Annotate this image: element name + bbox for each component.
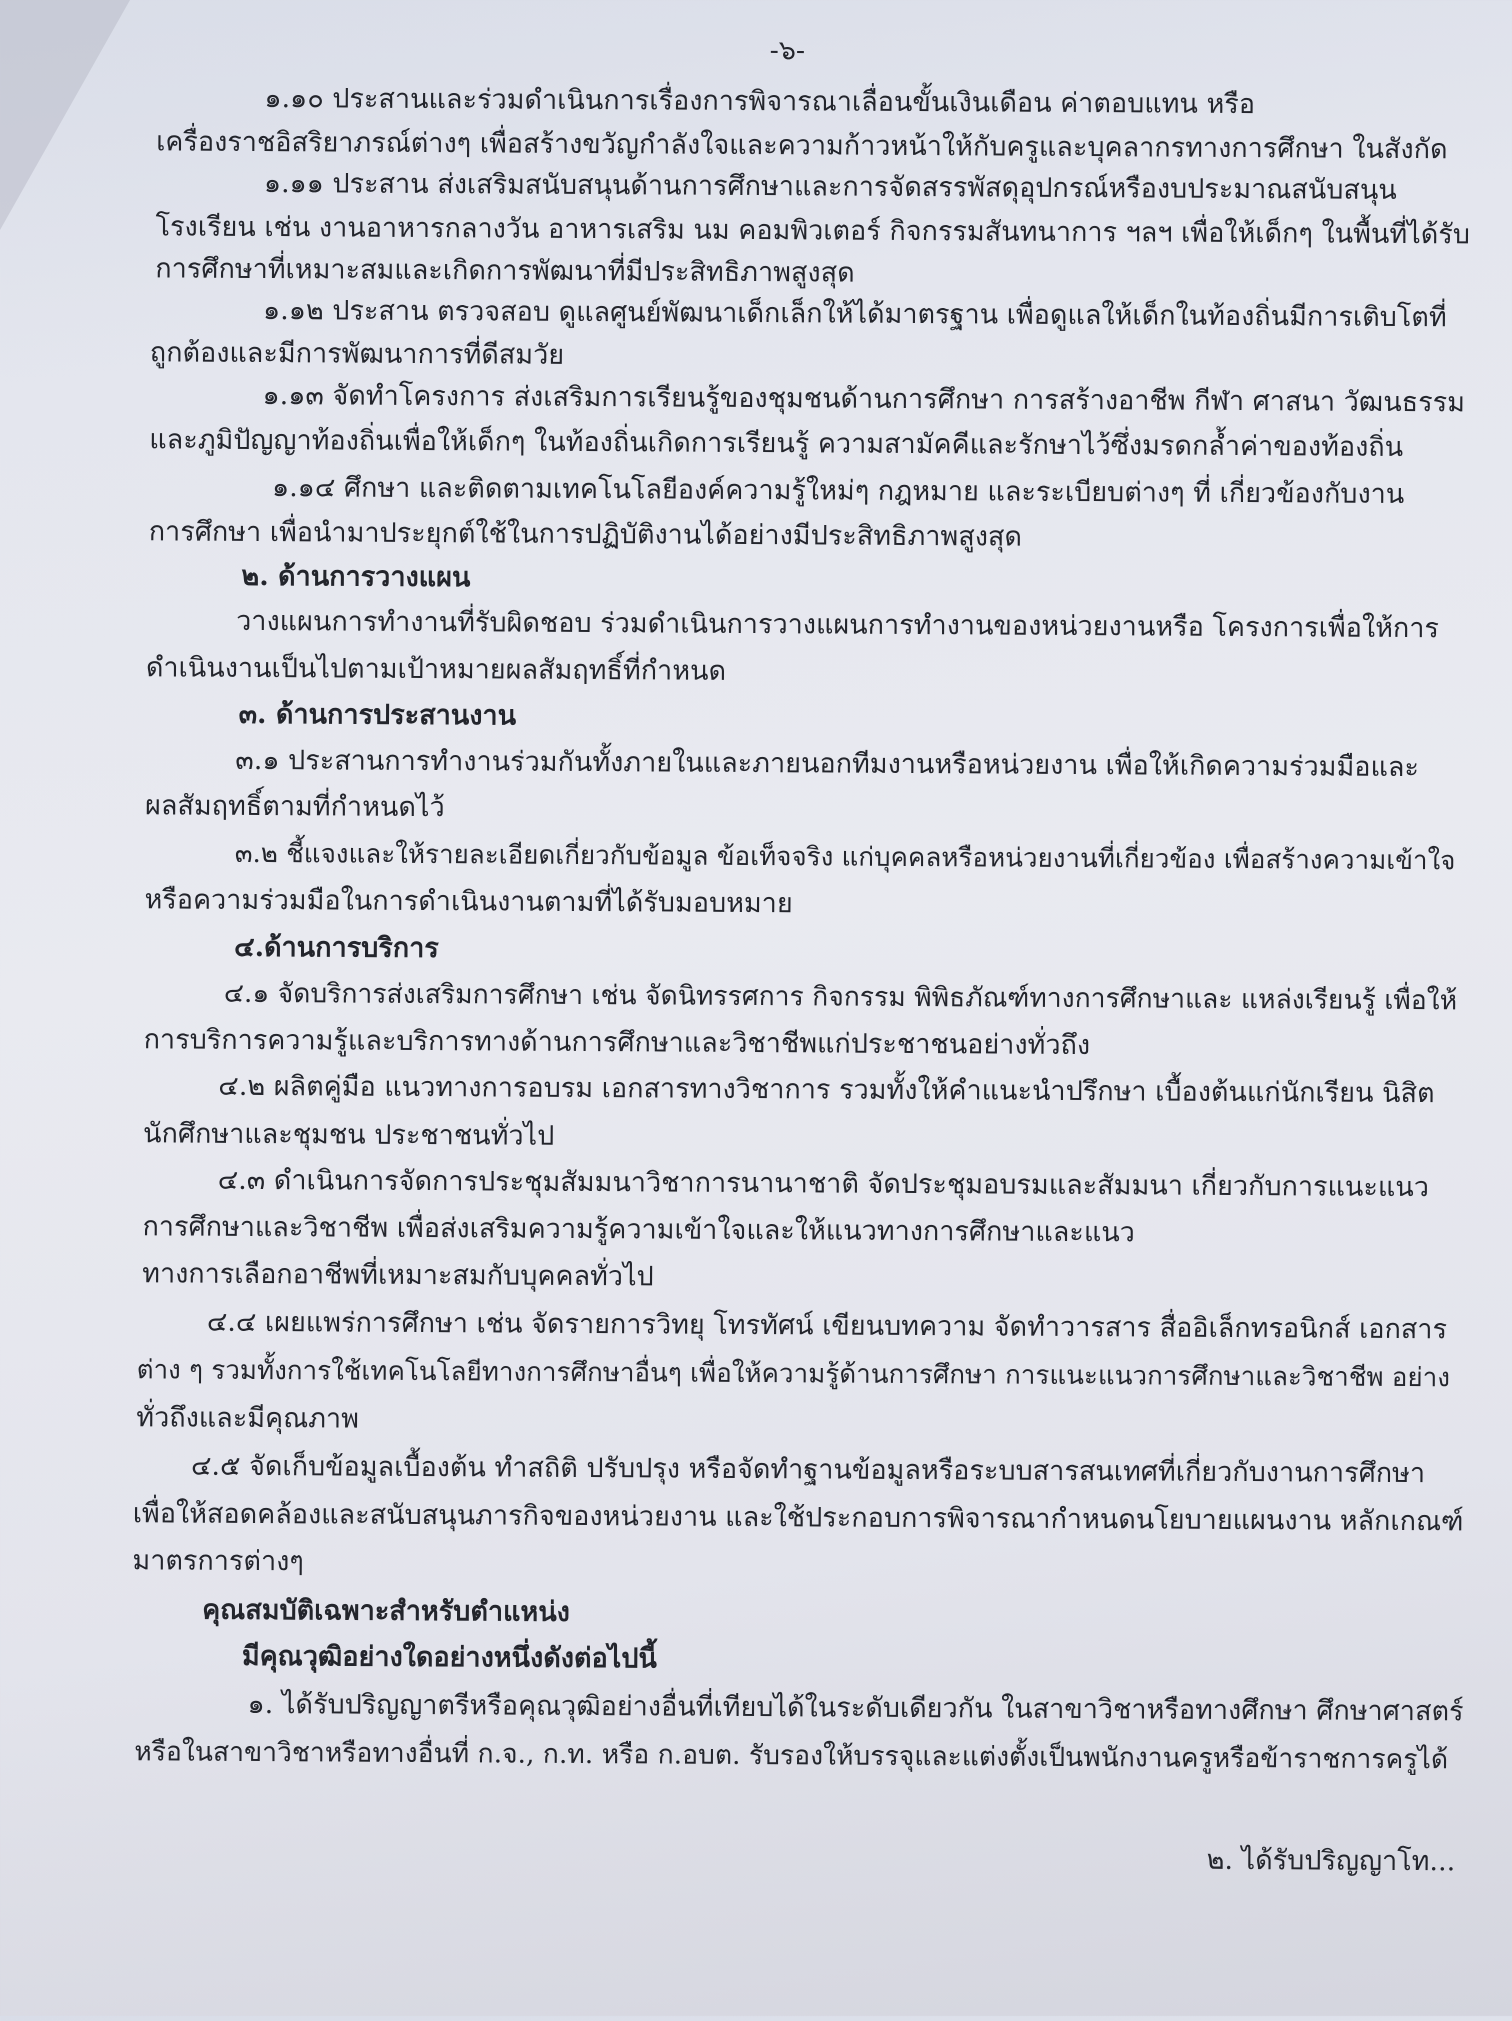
text-line: ๔.๑ จัดบริการส่งเสริมการศึกษา เช่น จัดนิทรรศการ กิจกรรม พิพิธภัณฑ์ทางการศึกษาและ แหล่งเรียนรู้ เพื่อให้ [223, 977, 1458, 1017]
text-line: ต่าง ๆ รวมทั้งการใช้เทคโนโลยีทางการศึกษาอื่นๆ เพื่อให้ความรู้ด้านการศึกษา การแนะแนวการศึกษาและวิชาชีพ อย่าง [136, 1355, 1451, 1394]
text-line: เครื่องราชอิสริยาภรณ์ต่างๆ เพื่อสร้างขวัญกำลังใจและความก้าวหน้าให้กับครูและบุคลากรทางการศึกษา ในสังกัด [156, 126, 1448, 166]
text-line: ๓.๒ ชี้แจงและให้รายละเอียดเกี่ยวกับข้อมูล ข้อเท็จจริง แก่บุคคลหรือหน่วยงานที่เกี่ยวข้อง เพื่อสร้างความเข้าใจ [234, 838, 1456, 877]
text-line: ๔.๔ เผยแพร่การศึกษา เช่น จัดรายการวิทยุ โทรทัศน์ เขียนบทความ จัดทำวารสาร สื่ออิเล็กทรอนิกส์ เอกสาร [206, 1306, 1448, 1346]
qualifications-heading: คุณสมบัติเฉพาะสำหรับตำแหน่ง [202, 1594, 571, 1628]
text-line: ดำเนินงานเป็นไปตามเป้าหมายผลสัมฤทธิ์ที่กำหนด [145, 652, 727, 687]
text-line: ๔.๒ ผลิตคู่มือ แนวทางการอบรม เอกสารทางวิชาการ รวมทั้งให้คำแนะนำปรึกษา เบื้องต้นแก่นักเรียน นิสิต [218, 1070, 1435, 1110]
text-line: หรือในสาขาวิชาหรือทางอื่นที่ ก.จ., ก.ท. หรือ ก.อบต. รับรองให้บรรจุและแต่งตั้งเป็นพนักงานครูหรือข้าราชการครูได้ [134, 1736, 1449, 1776]
section-heading-coordination: ๓. ด้านการประสานงาน [238, 698, 517, 732]
text-line: การบริการความรู้และบริการทางด้านการศึกษาและวิชาชีพแก่ประชาชนอย่างทั่วถึง [143, 1024, 1091, 1062]
text-line: วางแผนการทำงานที่รับผิดชอบ ร่วมดำเนินการวางแผนการทำงานของหน่วยงานหรือ โครงการเพื่อให้การ [236, 605, 1440, 645]
text-line: ๔.๓ ดำเนินการจัดการประชุมสัมมนาวิชาการนานาชาติ จัดประชุมอบรมและสัมมนา เกี่ยวกับการแนะแนว [217, 1164, 1430, 1204]
text-line: การศึกษา เพื่อนำมาประยุกต์ใช้ในการปฏิบัติงานได้อย่างมีประสิทธิภาพสูงสุด [148, 516, 1023, 553]
text-line: ๔.๕ จัดเก็บข้อมูลเบื้องต้น ทำสถิติ ปรับปรุง หรือจัดทำฐานข้อมูลหรือระบบสารสนเทศที่เกี่ยวกับงานการศึกษา [190, 1450, 1426, 1490]
text-line: โรงเรียน เช่น งานอาหารกลางวัน อาหารเสริม นม คอมพิวเตอร์ กิจกรรมสันทนาการ ฯลฯ เพื่อให้เด็กๆ ในพื้นที่ได้รับ [155, 211, 1471, 251]
next-page-cue: ๒. ได้รับปริญญาโท... [1206, 1844, 1456, 1878]
page-number: -๖- [769, 35, 806, 67]
text-line: ทั่วถึงและมีคุณภาพ [136, 1402, 360, 1435]
text-line: หรือความร่วมมือในการดำเนินงานตามที่ได้รับมอบหมาย [144, 884, 793, 920]
text-line: ๑.๑๔ ศึกษา และติดตามเทคโนโลยีองค์ความรู้ใหม่ๆ กฎหมาย และระเบียบต่างๆ ที่ เกี่ยวข้องกับงาน [271, 472, 1405, 510]
text-line: ๑.๑๑ ประสาน ส่งเสริมสนับสนุนด้านการศึกษาและการจัดสรรพัสดุอุปกรณ์หรืองบประมาณสนับสนุน [263, 167, 1397, 206]
text-line: ถูกต้องและมีการพัฒนาการที่ดีสมวัย [149, 337, 565, 371]
text-line: ๓.๑ ประสานการทำงานร่วมกันทั้งภายในและภายนอกทีมงานหรือหน่วยงาน เพื่อให้เกิดความร่วมมือและ [235, 744, 1420, 784]
text-line: ทางการเลือกอาชีพที่เหมาะสมกับบุคคลทั่วไป [142, 1258, 654, 1293]
text-line: นักศึกษาและชุมชน ประชาชนทั่วไป [142, 1118, 555, 1152]
text-line: ผลสัมฤทธิ์ตามที่กำหนดไว้ [144, 790, 445, 824]
text-line: ๑.๑๓ จัดทำโครงการ ส่งเสริมการเรียนรู้ของชุมชนด้านการศึกษา การสร้างอาชีพ กีฬา ศาสนา วัฒนธรรม [262, 379, 1466, 419]
text-line: และภูมิปัญญาท้องถิ่นเพื่อให้เด็กๆ ในท้องถิ่นเกิดการเรียนรู้ ความสามัคคีและรักษาไว้ซึ่งมรดกล้ำค่าของท้องถิ่น [149, 424, 1404, 463]
section-heading-planning: ๒. ด้านการวางแผน [241, 560, 471, 594]
qualifications-subheading: มีคุณวุฒิอย่างใดอย่างหนึ่งดังต่อไปนี้ [241, 1640, 657, 1675]
text-line: การศึกษาที่เหมาะสมและเกิดการพัฒนาที่มีประสิทธิภาพสูงสุด [155, 253, 855, 289]
text-line: มาตรการต่างๆ [132, 1545, 304, 1578]
text-line: ๑. ได้รับปริญญาตรีหรือคุณวุฒิอย่างอื่นที่เทียบได้ในระดับเดียวกัน ในสาขาวิชาหรือทางศึกษา ศึกษาศาสตร์ [247, 1688, 1464, 1728]
text-line: ๑.๑๐ ประสานและร่วมดำเนินการเรื่องการพิจารณาเลื่อนขั้นเงินเดือน ค่าตอบแทน หรือ [264, 82, 1256, 121]
section-heading-service: ๔.ด้านการบริการ [234, 931, 439, 965]
text-line: ๑.๑๒ ประสาน ตรวจสอบ ดูแลศูนย์พัฒนาเด็กเล็กให้ได้มาตรฐาน เพื่อดูแลให้เด็กในท้องถิ่นมีการเติบโตที่ [262, 294, 1447, 334]
text-line: เพื่อให้สอดคล้องและสนับสนุนภารกิจของหน่วยงาน และใช้ประกอบการพิจารณากำหนดนโยบายแผนงาน หลักเกณฑ์ [132, 1498, 1464, 1538]
text-line: การศึกษาและวิชาชีพ เพื่อส่งเสริมความรู้ความเข้าใจและให้แนวทางการศึกษาและแนว [142, 1211, 1135, 1249]
